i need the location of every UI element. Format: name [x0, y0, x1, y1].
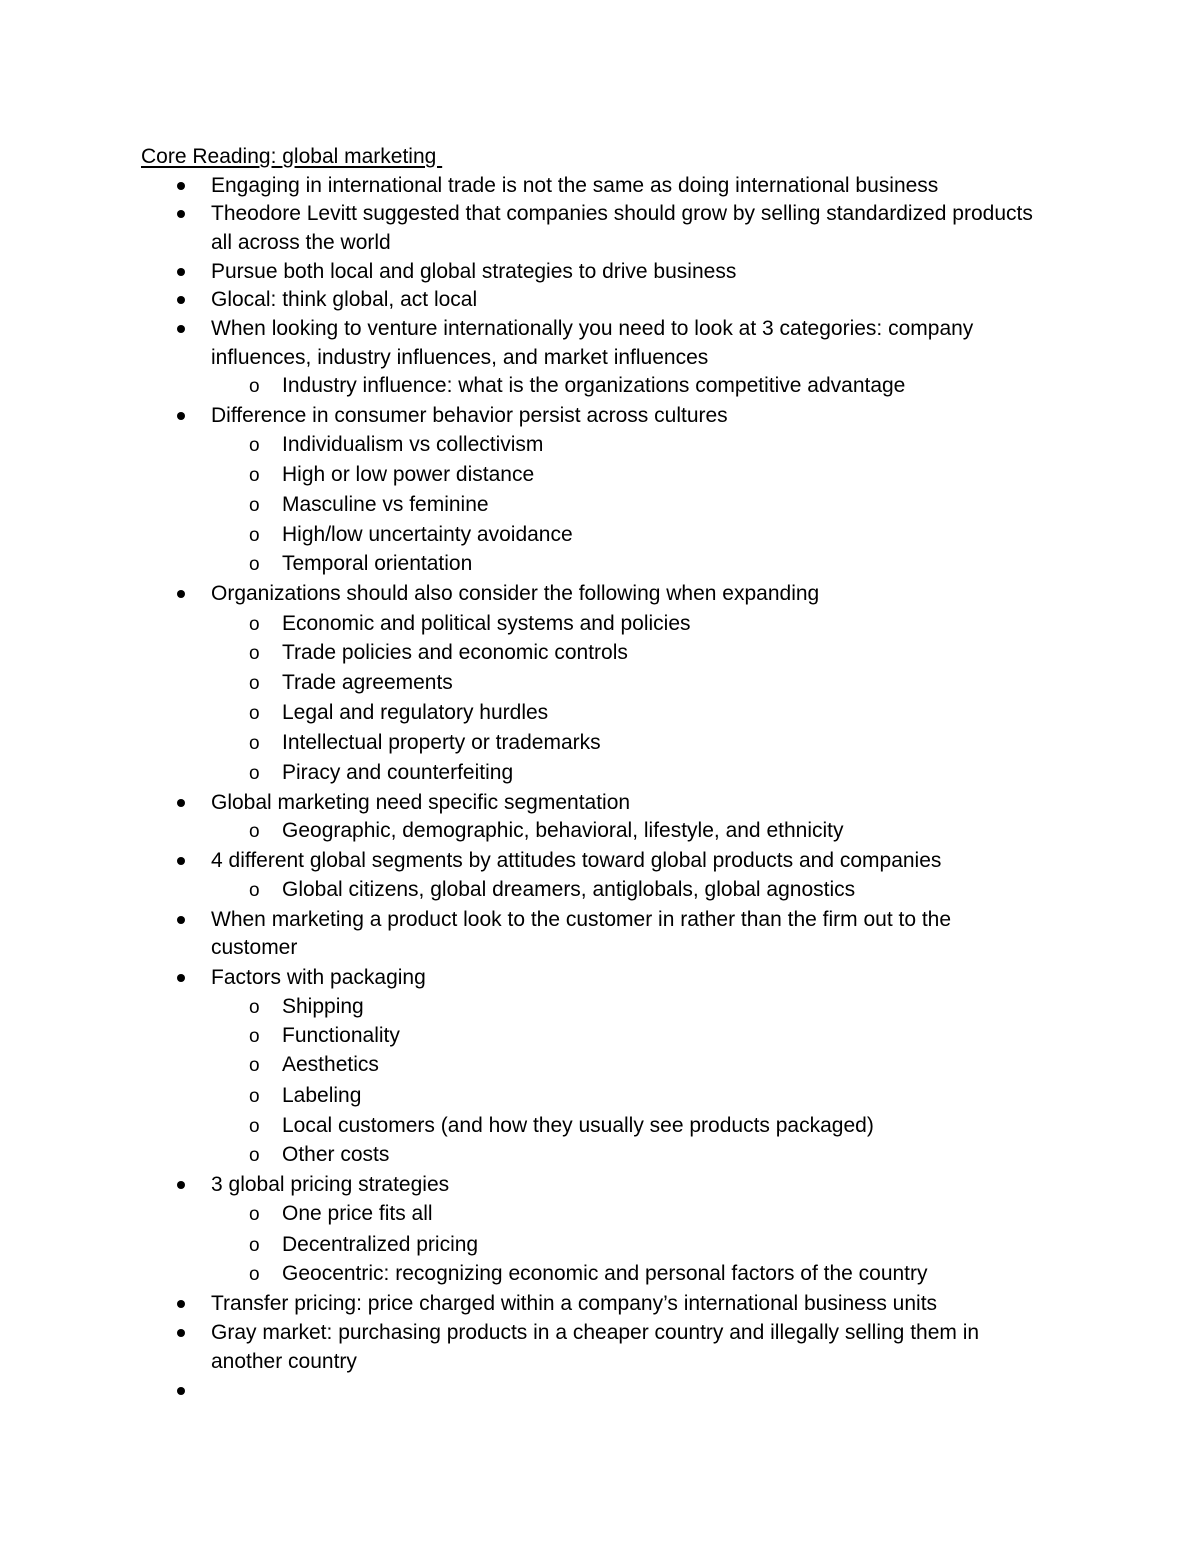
sub-list-item: Individualism vs collectivism [282, 433, 544, 456]
sub-bullet-marker: o [249, 614, 260, 635]
bullet-icon [177, 182, 185, 190]
list-item: Engaging in international trade is not the same as doing international business [211, 174, 939, 197]
sub-bullet-marker: o [249, 495, 260, 516]
list-item: When marketing a product look to the customer in rather than the firm out to the [211, 908, 952, 931]
bullet-icon [177, 857, 185, 865]
sub-list-item: Decentralized pricing [282, 1233, 479, 1256]
list-item: Difference in consumer behavior persist across cultures [211, 404, 728, 427]
sub-list-item: One price fits all [282, 1202, 433, 1225]
list-item: Glocal: think global, act local [211, 288, 478, 311]
sub-bullet-marker: o [249, 1116, 260, 1137]
sub-bullet-marker: o [249, 1086, 260, 1107]
list-item: 4 different global segments by attitudes toward global products and companies [211, 849, 942, 872]
document-title: Core Reading: global marketing [141, 145, 443, 168]
sub-bullet-marker: o [249, 1264, 260, 1285]
sub-list-item: Functionality [282, 1024, 400, 1047]
sub-list-item: Piracy and counterfeiting [282, 761, 514, 784]
sub-list-item: Geographic, demographic, behavioral, lifestyle, and ethnicity [282, 819, 844, 842]
bullet-icon [177, 799, 185, 807]
bullet-icon [177, 1329, 185, 1337]
bullet-icon [177, 1181, 185, 1189]
sub-bullet-marker: o [249, 465, 260, 486]
list-item: Global marketing need specific segmentation [211, 791, 631, 814]
bullet-icon [177, 590, 185, 598]
sub-bullet-marker: o [249, 997, 260, 1018]
sub-bullet-marker: o [249, 1235, 260, 1256]
sub-bullet-marker: o [249, 525, 260, 546]
bullet-icon [177, 210, 185, 218]
bullet-icon [177, 296, 185, 304]
list-item-continuation: customer [211, 936, 298, 959]
list-item-continuation: influences, industry influences, and market influences [211, 346, 709, 369]
sub-bullet-marker: o [249, 643, 260, 664]
sub-bullet-marker: o [249, 435, 260, 456]
list-item-continuation: all across the world [211, 231, 391, 254]
sub-list-item: Other costs [282, 1143, 390, 1166]
bullet-icon [177, 974, 185, 982]
list-item: Gray market: purchasing products in a cheaper country and illegally selling them in [211, 1321, 980, 1344]
bullet-icon [177, 325, 185, 333]
sub-bullet-marker: o [249, 821, 260, 842]
list-item: Pursue both local and global strategies to drive business [211, 260, 737, 283]
list-item: Factors with packaging [211, 966, 426, 989]
sub-bullet-marker: o [249, 673, 260, 694]
sub-bullet-marker: o [249, 703, 260, 724]
sub-list-item: Trade policies and economic controls [282, 641, 628, 664]
sub-list-item: Legal and regulatory hurdles [282, 701, 549, 724]
sub-list-item: Economic and political systems and policies [282, 612, 691, 635]
sub-list-item: Labeling [282, 1084, 362, 1107]
sub-list-item: Industry influence: what is the organizations competitive advantage [282, 374, 906, 397]
bullet-icon [177, 412, 185, 420]
sub-list-item: Masculine vs feminine [282, 493, 489, 516]
sub-list-item: Trade agreements [282, 671, 453, 694]
sub-bullet-marker: o [249, 376, 260, 397]
sub-list-item: Geocentric: recognizing economic and personal factors of the country [282, 1262, 928, 1285]
list-item: Transfer pricing: price charged within a company’s international business units [211, 1292, 938, 1315]
bullet-icon [177, 916, 185, 924]
list-item-continuation: another country [211, 1350, 357, 1373]
sub-list-item: Shipping [282, 995, 364, 1018]
bullet-icon [177, 1300, 185, 1308]
sub-bullet-marker: o [249, 1055, 260, 1076]
sub-bullet-marker: o [249, 1026, 260, 1047]
bullet-icon [177, 1387, 185, 1395]
list-item: Organizations should also consider the following when expanding [211, 582, 820, 605]
sub-bullet-marker: o [249, 763, 260, 784]
sub-list-item: Intellectual property or trademarks [282, 731, 601, 754]
sub-list-item: Local customers (and how they usually see products packaged) [282, 1114, 874, 1137]
list-item: Theodore Levitt suggested that companies should grow by selling standardized products [211, 202, 1033, 225]
sub-list-item: High/low uncertainty avoidance [282, 523, 573, 546]
sub-list-item: Temporal orientation [282, 552, 473, 575]
sub-bullet-marker: o [249, 1204, 260, 1225]
sub-bullet-marker: o [249, 1145, 260, 1166]
bullet-icon [177, 268, 185, 276]
sub-list-item: High or low power distance [282, 463, 535, 486]
sub-bullet-marker: o [249, 733, 260, 754]
sub-list-item: Aesthetics [282, 1053, 379, 1076]
list-item: 3 global pricing strategies [211, 1173, 450, 1196]
sub-bullet-marker: o [249, 880, 260, 901]
sub-list-item: Global citizens, global dreamers, antiglobals, global agnostics [282, 878, 856, 901]
sub-bullet-marker: o [249, 554, 260, 575]
list-item: When looking to venture internationally you need to look at 3 categories: company [211, 317, 974, 340]
